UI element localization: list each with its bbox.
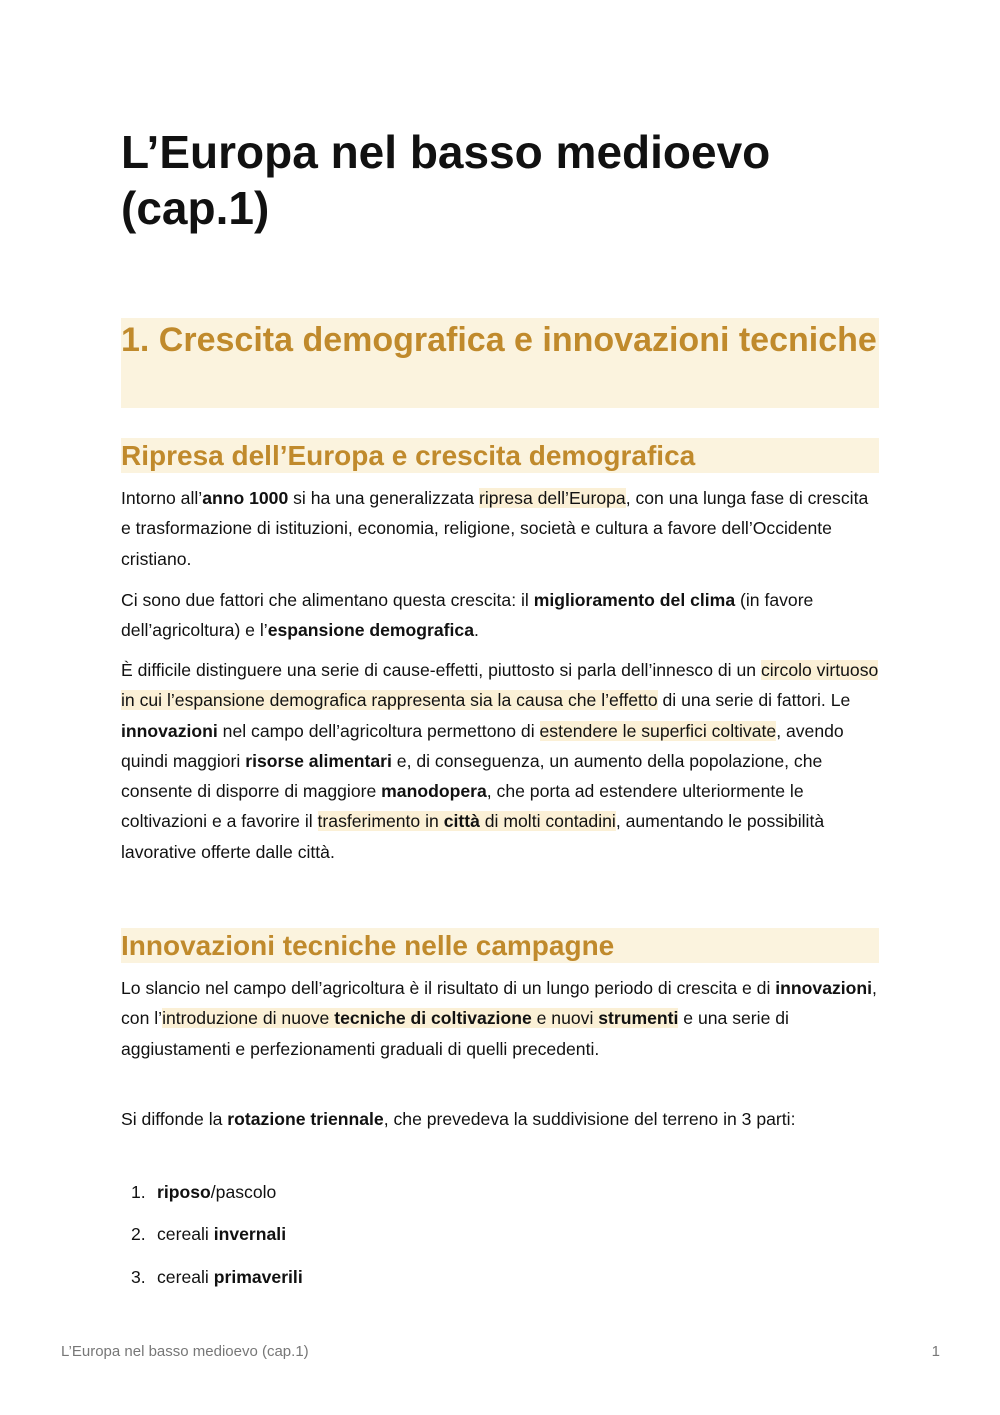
highlighted-bold-text: tecniche di coltivazione <box>334 1008 532 1029</box>
list-number: 1. <box>131 1182 146 1202</box>
text-run: cereali <box>157 1224 214 1244</box>
text-run: e, di conseguenza, un aumento della popolazione, che consente di disporre di maggiore <box>121 750 823 802</box>
list-item-text <box>157 1221 286 1247</box>
highlighted-text: estendere le superfici coltivate <box>539 720 777 741</box>
highlighted-text: di molti contadini <box>479 811 616 832</box>
bold-text: innovazioni <box>775 978 873 998</box>
text-run: , che prevedeva la suddivisione del terreno in 3 parti: <box>383 1109 796 1129</box>
bold-text: rotazione triennale <box>227 1109 384 1129</box>
bold-text: invernali <box>213 1224 287 1244</box>
list-number: 3. <box>131 1267 146 1287</box>
page-number: 1 <box>931 1343 940 1360</box>
text-run: Ci sono due fattori che alimentano questa crescita: il <box>121 590 534 610</box>
highlighted-text: trasferimento in <box>317 811 444 832</box>
text-run: Lo slancio nel campo dell’agricoltura è il risultato di un lungo periodo di crescita e di <box>121 978 776 998</box>
bold-text: risorse alimentari <box>245 750 392 771</box>
bold-text: anno 1000 <box>202 488 289 508</box>
paragraph-slancio <box>121 973 879 1064</box>
highlighted-text: ripresa dell’Europa <box>478 488 626 508</box>
text-run: e una serie di aggiustamenti e perfezionamenti graduali di quelli precedenti. <box>121 1008 789 1059</box>
paragraph-rotazione <box>121 1104 879 1134</box>
subsection-heading-ripresa: Ripresa dell’Europa e crescita demografica <box>121 438 879 473</box>
paragraph-fattori <box>121 585 879 646</box>
highlighted-text: circolo virtuoso in cui l’espansione demografica rappresenta sia la causa che l’effetto <box>121 660 879 711</box>
text-run: È difficile distinguere una serie di cause-effetti, piuttosto si parla dell’innesco di un <box>121 660 761 680</box>
text-run: , avendo quindi maggiori <box>121 720 844 771</box>
highlighted-bold-text: strumenti <box>598 1008 679 1029</box>
text-run: Si diffonde la <box>121 1109 228 1129</box>
text-run: si ha una generalizzata <box>288 488 479 508</box>
text-run: Intorno all’ <box>121 488 203 508</box>
list-item-text <box>157 1179 276 1205</box>
text-run: (in favore dell’agricoltura) e l’ <box>121 590 814 641</box>
highlighted-text: e nuovi <box>531 1008 599 1029</box>
document-title: L’Europa nel basso medioevo (cap.1) <box>121 126 771 234</box>
paragraph-ripresa <box>121 483 879 574</box>
text-run: cereali <box>157 1267 214 1287</box>
paragraph-circolo <box>121 655 879 867</box>
bold-text: innovazioni <box>121 720 218 741</box>
bold-text: espansione demografica <box>267 620 474 641</box>
footer-title: L’Europa nel basso medioevo (cap.1) <box>61 1343 309 1360</box>
section-heading: 1. Crescita demografica e innovazioni tecniche <box>121 318 879 408</box>
list-item-text <box>157 1264 303 1290</box>
text-run: . <box>474 620 479 641</box>
highlighted-bold-text: città <box>443 811 480 832</box>
text-run: di una serie di fattori. Le <box>657 690 851 711</box>
subsection-heading-innovazioni: Innovazioni tecniche nelle campagne <box>121 928 879 963</box>
text-run: nel campo dell’agricoltura permettono di <box>217 720 540 741</box>
list-number: 2. <box>131 1224 146 1244</box>
highlighted-text: introduzione di nuove <box>162 1008 335 1029</box>
bold-text: riposo <box>157 1182 211 1202</box>
text-run: , con l’ <box>121 978 877 1029</box>
text-run: , con una lunga fase di crescita e trasformazione di istituzioni, economia, religione, società e cultura a favore dell’Occidente cristiano. <box>121 488 869 569</box>
bold-text: manodopera <box>381 781 487 802</box>
text-run: , aumentando le possibilità lavorative offerte dalle città. <box>121 811 825 862</box>
bold-text: primaverili <box>213 1267 303 1287</box>
text-run: , che porta ad estendere ulteriormente le coltivazioni e a favorire il <box>121 781 804 832</box>
text-run: /pascolo <box>210 1182 277 1202</box>
bold-text: miglioramento del clima <box>533 590 736 610</box>
